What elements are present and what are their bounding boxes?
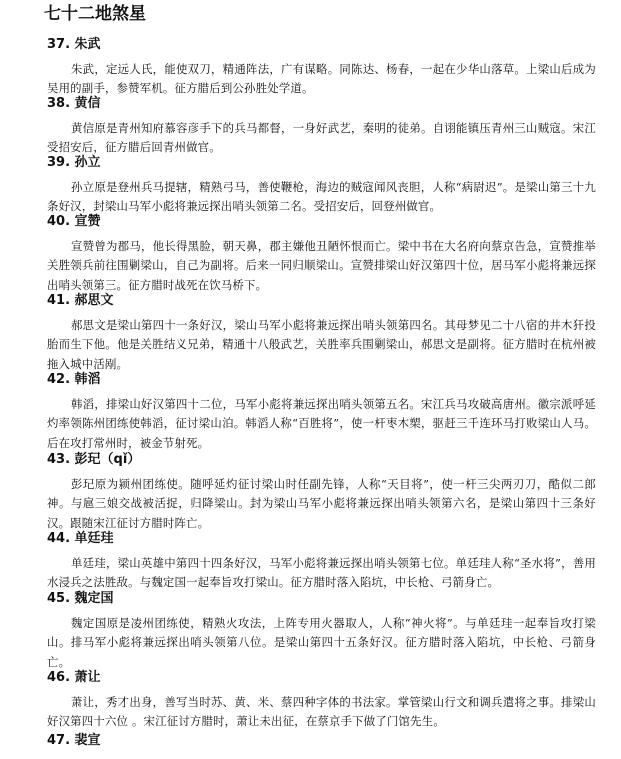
entry-body: 韩滔，排梁山好汉第四十二位，马军小彪将兼远探出哨头领第五名。宋江兵马攻破高唐州。徽宗派呼延灼率领陈州团练使韩滔，征讨梁山泊。韩滔人称“百胜将”，使一杆枣木槊，驱赶三千连环马打败梁山人马。后在攻打常州时，被金节射死。	[47, 397, 596, 450]
entry-heading: 43. 彭玘（qǐ）	[47, 452, 141, 467]
entry-heading: 44. 单廷珪	[47, 531, 114, 546]
entry-heading: 42. 韩滔	[47, 372, 101, 387]
entry-heading: 47. 裴宣	[47, 733, 101, 748]
entry-body: 朱武，定远人氏，能使双刀，精通阵法，广有谋略。同陈达、杨春，一起在少华山落草。上梁山后成为吴用的副手，参赞军机。征方腊后到公孙胜处学道。	[47, 62, 596, 96]
entry-body: 孙立原是登州兵马提辖，精熟弓马，善使鞭枪，海边的贼寇闻风丧胆，人称“病尉迟”。是梁山第三十九条好汉，封梁山马军小彪将兼远探出哨头领第二名。受招安后，回登州做官。	[47, 180, 596, 214]
entry-heading: 39. 孙立	[47, 155, 101, 170]
entry-heading: 40. 宣赞	[47, 214, 101, 229]
entry-heading: 41. 郝思文	[47, 293, 114, 308]
entry-body: 彭玘原为颍州团练使。随呼延灼征讨梁山时任副先锋，人称“天目将”，使一杆三尖两刃刀，酷似二郎神。与扈三娘交战被活捉，归降梁山。封为梁山马军小彪将兼远探出哨头领第六名，是梁山第四十三条好汉。跟随宋江征讨方腊时阵亡。	[47, 477, 596, 530]
entry-heading: 38. 黄信	[47, 96, 101, 111]
entry-heading: 37. 朱武	[47, 37, 101, 52]
entry-heading: 46. 萧让	[47, 670, 101, 685]
entry-body: 郝思文是梁山第四十一条好汉，梁山马军小彪将兼远探出哨头领第四名。其母梦见二十八宿的井木犴投胎而生下他。他是关胜结义兄弟，精通十八般武艺，关胜率兵围剿梁山，郝思文是副将。征方腊时在杭州被拖入城中活剐。	[47, 318, 596, 371]
entry-body: 黄信原是青州知府慕容彦手下的兵马都督，一身好武艺，秦明的徒弟。自诩能镇压青州三山贼寇。宋江受招安后，征方腊后回青州做官。	[47, 121, 596, 155]
entry-body: 魏定国原是凌州团练使，精熟火攻法，上阵专用火器取人，人称“神火将”。与单廷珪一起奉旨攻打梁山。排马军小彪将兼远探出哨头领第八位。是梁山第四十五条好汉。征方腊时落入陷坑，中长枪、弓箭身亡。	[47, 616, 596, 669]
page-title: 七十二地煞星	[44, 4, 146, 24]
entry-body: 单廷珪，梁山英雄中第四十四条好汉，马军小彪将兼远探出哨头领第七位。单廷珪人称“圣水将”，善用水浸兵之法胜敌。与魏定国一起奉旨攻打梁山。征方腊时落入陷坑，中长枪、弓箭身亡。	[47, 556, 596, 590]
entry-body: 宣赞曾为郡马，他长得黑脸，朝天鼻，郡主嫌他丑陋怀恨而亡。梁中书在大名府向蔡京告急，宣赞推举关胜领兵前往围剿梁山，自己为副将。后来一同归顺梁山。宣赞排梁山好汉第四十位，居马军小彪将兼远探出哨头领第三。征方腊时战死在饮马桥下。	[47, 239, 596, 292]
entry-heading: 45. 魏定国	[47, 591, 114, 606]
entry-body: 萧让，秀才出身，善写当时苏、黄、米、蔡四种字体的书法家。掌管梁山行文和调兵遣将之事。排梁山好汉第四十六位 。宋江征讨方腊时，萧让未出征，在蔡京手下做了门馆先生。	[47, 695, 596, 729]
